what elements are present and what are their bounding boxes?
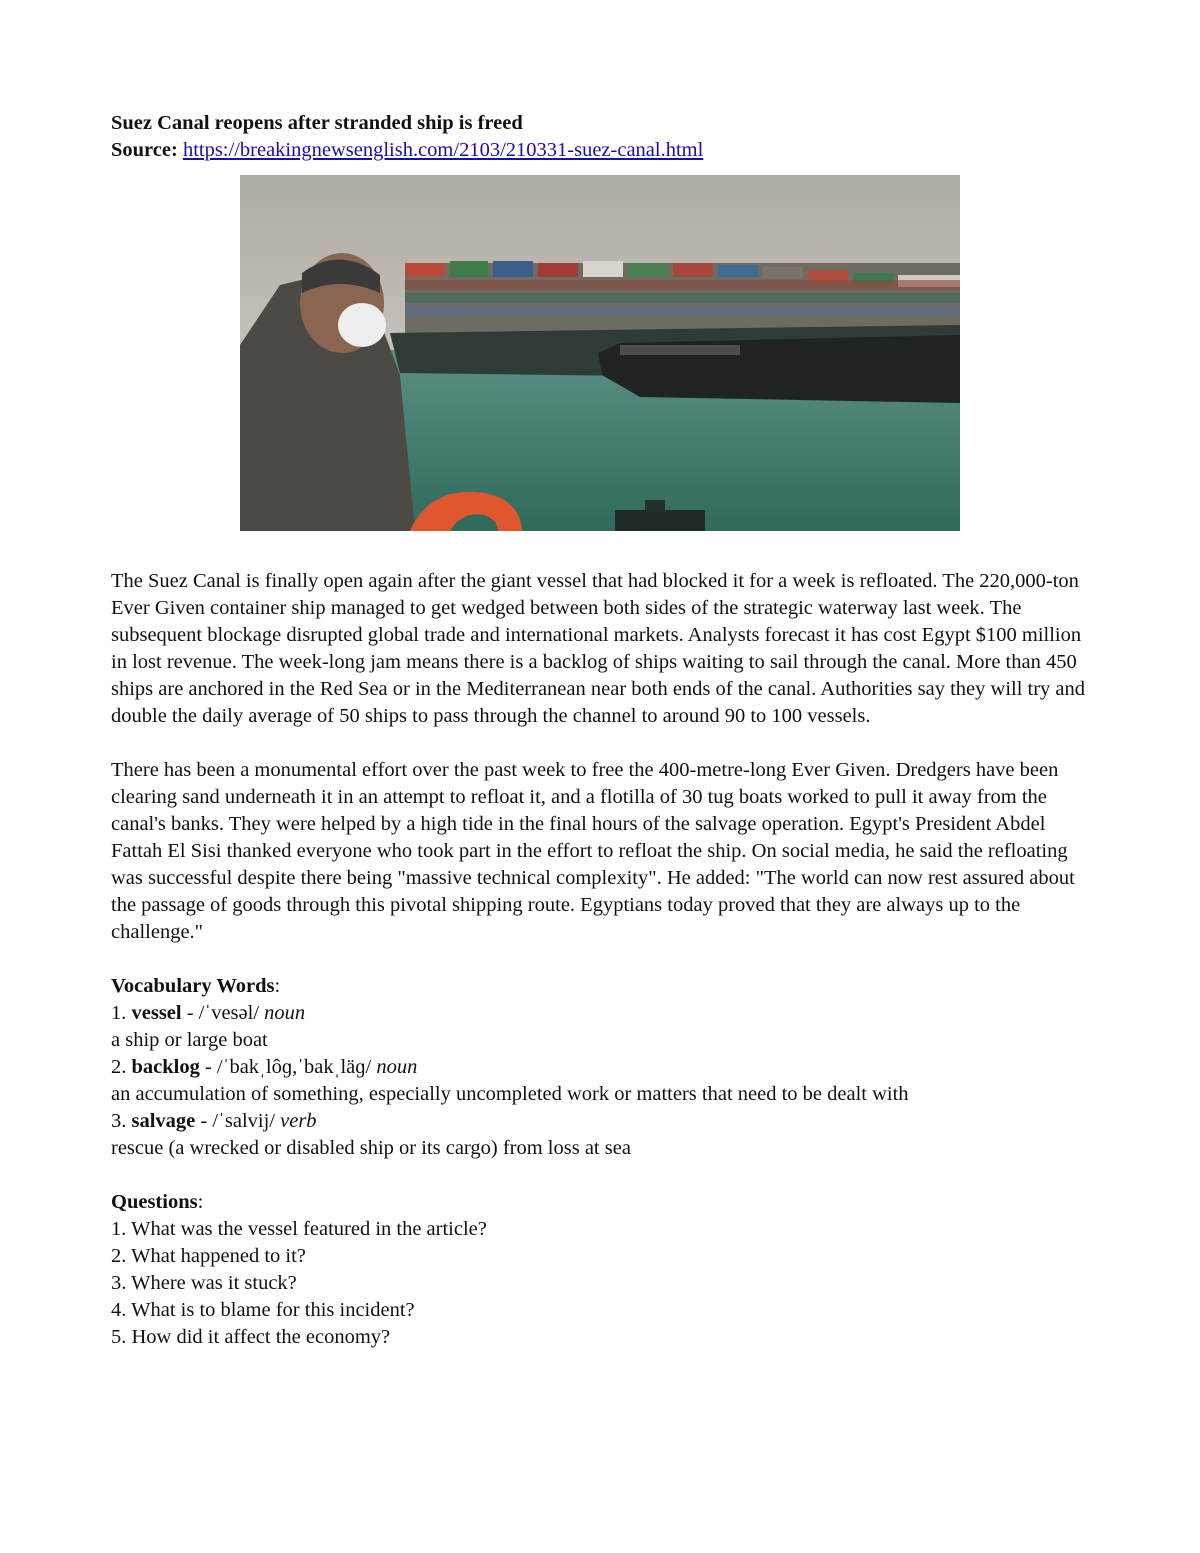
vocab-part-of-speech: noun xyxy=(376,1056,418,1078)
vocab-part-of-speech: verb xyxy=(280,1110,317,1132)
vocab-definition: an accumulation of something, especially uncompleted work or matters that need to be dealt with xyxy=(111,1083,909,1105)
vocab-pronunciation: - /ˈbakˌlôɡ,ˈbakˌläɡ/ xyxy=(199,1056,377,1078)
container-stacks xyxy=(405,261,960,335)
article-paragraph: There has been a monumental effort over the past week to free the 400-metre-long Ever Given. Dredgers have been clearing sand underneath it in an attempt to refloat it, and a flotilla of 30 tug boats worked to pull it away from the canal's banks. They were helped by a high tide in the final hours of the salvage operation. Egypt's President Abdel Fattah El Sisi thanked everyone who took part in the effort to refloat the ship. On social media, he said the refloating was successful despite there being "massive technical complexity". He added: "The world can now rest assured about the passage of goods through this pivotal shipping route. Egyptians today proved that they are always up to the challenge." xyxy=(111,759,1075,943)
vocab-entry xyxy=(111,1054,1091,1081)
vocabulary-section xyxy=(111,973,1091,1162)
vocabulary-heading: Vocabulary Words xyxy=(111,975,275,997)
vocab-entry xyxy=(111,1000,1091,1027)
vocab-part-of-speech: noun xyxy=(264,1002,306,1024)
questions-heading: Questions xyxy=(111,1191,198,1213)
vocabulary-heading-line xyxy=(111,973,1091,1000)
source-label: Source: xyxy=(111,139,178,161)
question-item: 5. How did it affect the economy? xyxy=(111,1326,391,1348)
source-line xyxy=(111,137,1091,164)
article-photo xyxy=(240,175,960,531)
questions-heading-line xyxy=(111,1189,1091,1216)
questions-colon: : xyxy=(197,1191,204,1213)
question-item: 2. What happened to it? xyxy=(111,1245,306,1267)
vocab-entry xyxy=(111,1108,1091,1135)
vocab-definition: rescue (a wrecked or disabled ship or its cargo) from loss at sea xyxy=(111,1137,631,1159)
document-content xyxy=(111,110,1091,1351)
vocab-pronunciation: - /ˈvesəl/ xyxy=(181,1002,265,1024)
vocab-word: vessel xyxy=(131,1002,182,1024)
vocabulary-colon: : xyxy=(274,975,281,997)
question-item: 1. What was the vessel featured in the article? xyxy=(111,1218,487,1240)
vocab-number: 3. xyxy=(111,1110,127,1132)
vocab-number: 2. xyxy=(111,1056,127,1078)
vocab-word: backlog xyxy=(131,1056,200,1078)
question-item: 3. Where was it stuck? xyxy=(111,1272,297,1294)
article-paragraph: The Suez Canal is finally open again after the giant vessel that had blocked it for a week is refloated. The 220,000-ton Ever Given container ship managed to get wedged between both sides of the strategic waterway last week. The subsequent blockage disrupted global trade and international markets. Analysts forecast it has cost Egypt $100 million in lost revenue. The week-long jam means there is a backlog of ships waiting to sail through the canal. More than 450 ships are anchored in the Red Sea or in the Mediterranean near both ends of the canal. Authorities say they will try and double the daily average of 50 ships to pass through the channel to around 90 to 100 vessels. xyxy=(111,570,1086,727)
questions-section xyxy=(111,1189,1091,1351)
vocab-pronunciation: - /ˈsalvij/ xyxy=(195,1110,281,1132)
question-item: 4. What is to blame for this incident? xyxy=(111,1299,415,1321)
vocab-definition: a ship or large boat xyxy=(111,1029,268,1051)
article-title: Suez Canal reopens after stranded ship is freed xyxy=(111,112,523,134)
vocab-number: 1. xyxy=(111,1002,127,1024)
vocab-word: salvage xyxy=(131,1110,196,1132)
source-link[interactable]: https://breakingnewsenglish.com/2103/210331-suez-canal.html xyxy=(182,139,704,161)
